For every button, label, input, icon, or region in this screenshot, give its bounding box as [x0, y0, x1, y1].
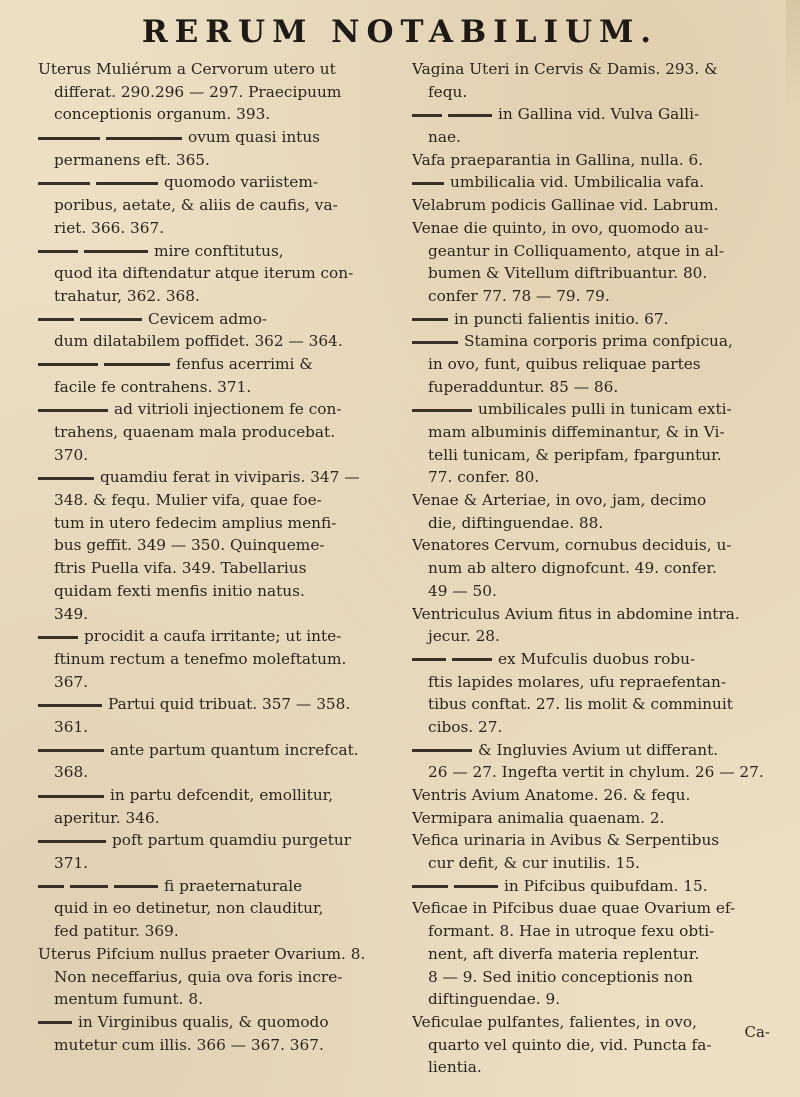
index-line — [38, 716, 386, 739]
index-line-text: Ventriculus Avium fitus in abdomine intra. — [412, 604, 740, 623]
index-line — [38, 376, 386, 399]
index-line-text: in Gallina vid. Vulva Galli- — [498, 105, 700, 124]
left-column — [38, 58, 386, 1056]
repeat-dash — [412, 749, 472, 752]
index-line — [38, 671, 386, 694]
index-line-text: die, diftinguendae. 88. — [428, 513, 604, 532]
index-line-text: jecur. 28. — [428, 627, 500, 646]
index-line — [38, 217, 386, 240]
index-line — [412, 262, 772, 285]
index-line-text: 49 — 50. — [428, 581, 497, 600]
index-line — [412, 943, 772, 966]
repeat-dash — [38, 182, 90, 185]
index-line-text: trahens, quaenam mala producebat. — [54, 423, 336, 441]
catchword: Ca- — [744, 1023, 770, 1041]
index-line-text: fenfus acerrimi & — [176, 354, 313, 373]
index-line — [412, 308, 772, 331]
repeat-dash — [412, 114, 442, 117]
index-line — [38, 648, 386, 671]
index-line-text: trahatur, 362. 368. — [54, 286, 200, 305]
repeat-dash — [38, 704, 102, 707]
right-column — [412, 58, 772, 1079]
index-line-text: umbilicalia vid. Umbilicalia vafa. — [450, 173, 705, 192]
index-line — [38, 557, 386, 580]
index-line — [38, 761, 386, 784]
index-line — [412, 217, 772, 240]
index-line-text: cur defit, & cur inutilis. 15. — [428, 854, 640, 873]
index-line — [412, 240, 772, 263]
index-line — [412, 739, 772, 762]
index-line — [412, 81, 772, 104]
index-line — [412, 1011, 772, 1034]
index-line-text: tibus conftat. 27. lis molit & comminuit — [428, 695, 733, 714]
index-line-text: Uterus Muliérum a Cervorum utero ut — [38, 60, 336, 78]
index-line — [412, 920, 772, 943]
index-line — [412, 1056, 772, 1079]
index-line — [412, 194, 772, 217]
repeat-dash — [452, 658, 492, 661]
index-line-text: nae. — [428, 128, 461, 147]
index-line — [412, 353, 772, 376]
index-line — [38, 1011, 386, 1034]
index-line — [38, 103, 386, 126]
index-line-text: in Pifcibus quibufdam. 15. — [504, 876, 708, 895]
index-line-text: in ovo, funt, quibus reliquae partes — [428, 354, 701, 373]
repeat-dash — [38, 318, 74, 321]
index-line-text: mutetur cum illis. 366 — 367. 367. — [54, 1035, 324, 1054]
index-line — [412, 671, 772, 694]
index-line — [38, 852, 386, 875]
index-line-text: confer 77. 78 — 79. 79. — [428, 286, 610, 305]
index-line-text: umbilicales pulli in tunicam exti- — [478, 400, 732, 419]
index-line — [38, 126, 386, 149]
repeat-dash — [38, 636, 78, 639]
index-line — [38, 897, 386, 920]
index-line — [38, 171, 386, 194]
index-line — [38, 807, 386, 830]
index-line-text: Uterus Pifcium nullus praeter Ovarium. 8. — [38, 944, 366, 963]
index-line-text: lientia. — [428, 1058, 482, 1077]
index-line — [38, 81, 386, 104]
index-line — [412, 444, 772, 467]
index-line — [412, 149, 772, 172]
index-line — [412, 58, 772, 81]
index-line-text: quarto vel quinto die, vid. Puncta fa- — [428, 1035, 712, 1054]
index-line — [38, 966, 386, 989]
index-line — [38, 421, 386, 444]
index-line-text: bus geffit. 349 — 350. Quinqueme- — [54, 536, 325, 555]
index-line-text: Vagina Uteri in Cervis & Damis. 293. & — [412, 60, 718, 78]
index-line — [412, 398, 772, 421]
index-line — [412, 330, 772, 353]
index-line-text: conceptionis organum. 393. — [54, 105, 271, 124]
index-line — [38, 988, 386, 1011]
repeat-dash — [38, 749, 104, 752]
index-line-text: num ab altero dignofcunt. 49. confer. — [428, 559, 717, 578]
index-line-text: quidam fexti menfis initio natus. — [54, 581, 305, 600]
index-line-text: tum in utero fedecim amplius menfi- — [54, 513, 337, 532]
index-line — [38, 943, 386, 966]
index-line-text: Velabrum podicis Gallinae vid. Labrum. — [412, 196, 719, 215]
index-line-text: procidit a caufa irritante; ut inte- — [84, 627, 342, 646]
index-line-text: Non neceffarius, quia ova foris incre- — [54, 967, 343, 986]
repeat-dash — [38, 795, 104, 798]
index-line-text: cibos. 27. — [428, 717, 503, 736]
index-line — [412, 625, 772, 648]
index-line-text: quomodo variistem- — [164, 173, 319, 192]
index-line — [38, 262, 386, 285]
repeat-dash — [38, 363, 98, 366]
repeat-dash — [412, 409, 472, 412]
index-line — [412, 126, 772, 149]
index-line — [412, 103, 772, 126]
index-line — [38, 625, 386, 648]
repeat-dash — [84, 250, 148, 253]
index-line-text: telli tunicam, & peripfam, fparguntur. — [428, 445, 722, 464]
repeat-dash — [80, 318, 142, 321]
repeat-dash — [114, 885, 158, 888]
index-line — [38, 194, 386, 217]
repeat-dash — [38, 1021, 72, 1024]
index-line — [38, 466, 386, 489]
repeat-dash — [70, 885, 108, 888]
index-line-text: ex Mufculis duobus robu- — [498, 649, 696, 668]
index-line — [412, 580, 772, 603]
index-line-text: ftris Puella vifa. 349. Tabellarius — [54, 559, 307, 578]
index-line — [412, 171, 772, 194]
index-line — [38, 693, 386, 716]
index-line — [412, 897, 772, 920]
index-line — [412, 1034, 772, 1057]
index-line-text: permanens eft. 365. — [54, 150, 210, 169]
index-line — [38, 149, 386, 172]
index-line — [412, 466, 772, 489]
index-line-text: Cevicem admo- — [148, 309, 268, 328]
index-line — [38, 240, 386, 263]
index-line-text: Vermipara animalia quaenam. 2. — [412, 808, 665, 827]
index-line-text: 348. & fequ. Mulier vifa, quae foe- — [54, 491, 322, 510]
index-line-text: quamdiu ferat in viviparis. 347 — — [100, 468, 360, 487]
index-line-text: Ventris Avium Anatome. 26. & fequ. — [412, 786, 691, 804]
index-line-text: Veficae in Pifcibus duae quae Ovarium ef- — [412, 899, 736, 918]
index-line — [38, 285, 386, 308]
index-line-text: Partui quid tribuat. 357 — 358. — [108, 695, 351, 714]
index-line-text: Venae die quinto, in ovo, quomodo au- — [412, 218, 709, 237]
index-line-text: formant. 8. Hae in utroque fexu obti- — [428, 922, 715, 941]
index-line-text: 26 — 27. Ingefta vertit in chylum. 26 — 27. — [428, 763, 764, 782]
index-line-text: ftinum rectum a tenefmo moleftatum. — [54, 649, 347, 668]
index-line-text: Venae & Arteriae, in ovo, jam, decimo — [412, 491, 707, 510]
index-line-text: aperitur. 346. — [54, 808, 160, 827]
index-line-text: quid in eo detinetur, non clauditur, — [54, 899, 324, 918]
repeat-dash — [38, 250, 78, 253]
index-line — [38, 603, 386, 626]
index-line — [38, 875, 386, 898]
repeat-dash — [38, 409, 108, 412]
repeat-dash — [38, 885, 64, 888]
index-line-text: Stamina corporis prima confpicua, — [464, 332, 733, 351]
index-line-text: in partu defcendit, emollitur, — [110, 786, 334, 804]
index-line — [412, 875, 772, 898]
index-line-text: ad vitrioli injectionem fe con- — [114, 400, 342, 419]
index-line-text: ovum quasi intus — [188, 128, 321, 147]
index-line-text: fed patitur. 369. — [54, 922, 179, 941]
index-line-text: facile fe contrahens. 371. — [54, 377, 252, 396]
index-line — [412, 988, 772, 1011]
index-line-text: 8 — 9. Sed initio conceptionis non — [428, 967, 693, 986]
index-line-text: 371. — [54, 854, 89, 873]
repeat-dash — [38, 137, 100, 140]
index-line — [38, 58, 386, 81]
index-line — [38, 512, 386, 535]
repeat-dash — [412, 658, 446, 661]
index-line-text: Veficulae pulfantes, falientes, in ovo, — [412, 1012, 697, 1031]
index-line — [38, 330, 386, 353]
index-line — [412, 534, 772, 557]
index-line-text: Venatores Cervum, cornubus deciduis, u- — [412, 536, 732, 555]
repeat-dash — [96, 182, 158, 185]
index-line — [412, 648, 772, 671]
index-line-text: 361. — [54, 717, 89, 736]
index-line — [38, 920, 386, 943]
index-line — [412, 966, 772, 989]
index-line-text: mam albuminis diffeminantur, & in Vi- — [428, 423, 725, 441]
repeat-dash — [412, 885, 448, 888]
index-line — [412, 852, 772, 875]
index-line-text: mire conftitutus, — [154, 241, 284, 260]
index-line — [38, 784, 386, 807]
index-line — [38, 739, 386, 762]
index-line-text: Vefica urinaria in Avibus & Serpentibus — [412, 831, 720, 850]
index-line — [38, 580, 386, 603]
index-line — [38, 308, 386, 331]
index-line — [412, 489, 772, 512]
index-line — [412, 557, 772, 580]
index-line-text: 367. — [54, 672, 89, 691]
repeat-dash — [38, 477, 94, 480]
index-line — [412, 807, 772, 830]
index-line — [38, 353, 386, 376]
repeat-dash — [454, 885, 498, 888]
index-line-text: riet. 366. 367. — [54, 218, 165, 237]
index-line-text: geantur in Colliquamento, atque in al- — [428, 241, 725, 260]
index-line — [412, 761, 772, 784]
index-line-text: diftinguendae. 9. — [428, 990, 561, 1009]
index-line-text: poribus, aetate, & aliis de caufis, va- — [54, 196, 338, 215]
index-line-text: 349. — [54, 604, 89, 623]
repeat-dash — [412, 341, 458, 344]
index-line-text: bumen & Vitellum diftribuantur. 80. — [428, 264, 708, 283]
index-line-text: mentum fumunt. 8. — [54, 990, 203, 1009]
index-line — [412, 603, 772, 626]
index-line-text: differat. 290.296 — 297. Praecipuum — [54, 82, 342, 101]
index-line-text: fequ. — [428, 82, 468, 101]
index-line-text: ftis lapides molares, ufu repraefentan- — [428, 672, 727, 691]
repeat-dash — [412, 318, 448, 321]
index-line-text: poft partum quamdiu purgetur — [112, 831, 352, 850]
index-line — [412, 716, 772, 739]
index-line-text: 77. confer. 80. — [428, 468, 540, 487]
repeat-dash — [448, 114, 492, 117]
index-line-text: fuperadduntur. 85 — 86. — [428, 377, 619, 396]
index-line-text: 370. — [54, 445, 89, 464]
index-line — [412, 421, 772, 444]
index-line-text: quod ita diftendatur atque iterum con- — [54, 264, 354, 283]
index-line — [38, 829, 386, 852]
index-line-text: in Virginibus qualis, & quomodo — [78, 1012, 329, 1031]
index-line — [38, 444, 386, 467]
running-header: RERUM NOTABILIUM. — [141, 14, 659, 50]
index-line — [412, 285, 772, 308]
index-line-text: dum dilatabilem poffidet. 362 — 364. — [54, 332, 343, 351]
index-line — [412, 512, 772, 535]
repeat-dash — [38, 840, 106, 843]
index-line — [38, 1034, 386, 1057]
index-line — [38, 489, 386, 512]
index-line-text: nent, aft diverfa materia replentur. — [428, 944, 700, 963]
index-line — [412, 829, 772, 852]
index-line-text: fi praeternaturale — [164, 876, 303, 895]
repeat-dash — [412, 182, 444, 185]
index-line — [38, 534, 386, 557]
index-line-text: Vafa praeparantia in Gallina, nulla. 6. — [412, 150, 704, 169]
index-line — [412, 376, 772, 399]
repeat-dash — [106, 137, 182, 140]
index-line — [412, 693, 772, 716]
index-line-text: ante partum quantum increfcat. — [110, 740, 359, 759]
index-line — [412, 784, 772, 807]
index-line — [38, 398, 386, 421]
index-line-text: in puncti falientis initio. 67. — [454, 309, 669, 328]
index-line-text: 368. — [54, 763, 89, 782]
index-line-text: & Ingluvies Avium ut differant. — [478, 740, 719, 759]
repeat-dash — [104, 363, 170, 366]
